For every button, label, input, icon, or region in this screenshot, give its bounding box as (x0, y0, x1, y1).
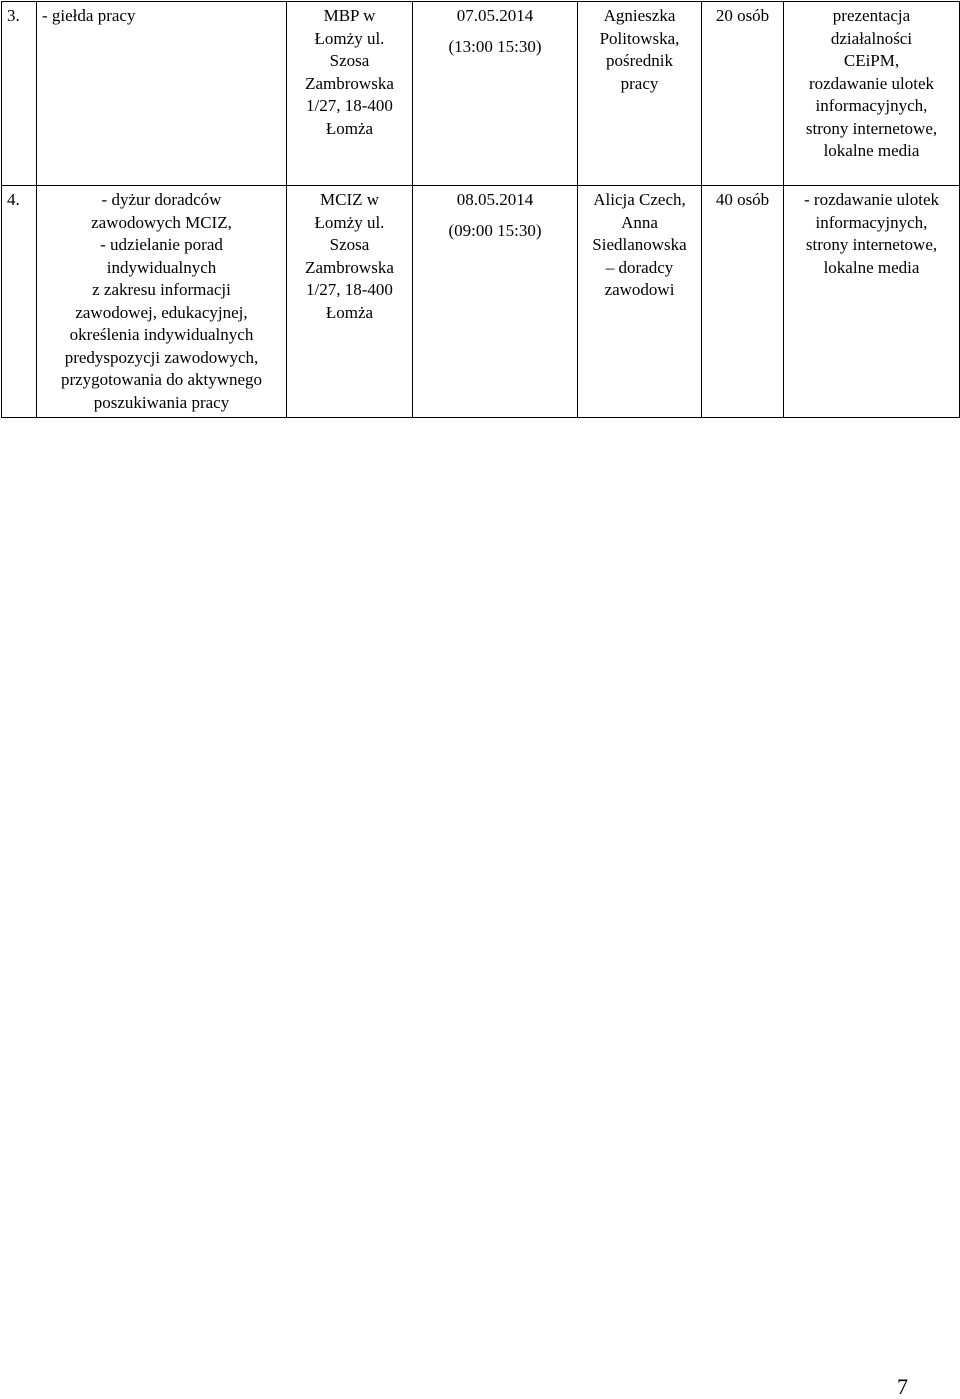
row-number: 4. (2, 186, 37, 418)
promotion-line: działalności (830, 28, 913, 48)
place-line: Zambrowska (305, 257, 394, 277)
activity-line: - udzielanie porad (100, 235, 223, 254)
place-line: Zambrowska (305, 73, 394, 93)
participants-cell: 40 osób (702, 186, 784, 418)
promotion-cell (784, 186, 960, 418)
person-cell (578, 186, 702, 418)
activity-line: - giełda pracy (42, 6, 136, 25)
place-line: 1/27, 18-400 (306, 280, 393, 299)
activity-line: przygotowania do aktywnego (60, 370, 263, 389)
promotion-line: rozdawanie ulotek (808, 73, 935, 93)
promotion-line: informacyjnych, (815, 96, 928, 115)
place-line: Łomży ul. (314, 212, 385, 232)
place-line: Szosa (329, 51, 370, 70)
table-row (2, 186, 960, 418)
participants-cell: 20 osób (702, 2, 784, 186)
activity-line: zawodowej, edukacyjnej, (75, 302, 248, 322)
person-line: Siedlanowska (592, 235, 687, 254)
activity-line: określenia indywidualnych (69, 325, 254, 344)
place-line: 1/27, 18-400 (306, 96, 393, 115)
promotion-line: - rozdawanie ulotek (804, 190, 939, 209)
event-time: (09:00 15:30) (448, 220, 542, 240)
place-line: MBP w (323, 6, 376, 25)
activity-cell (37, 186, 287, 418)
person-line: – doradcy (605, 257, 674, 277)
person-line: Agnieszka (603, 6, 676, 25)
activity-line: zawodowych MCIZ, (91, 212, 232, 232)
person-cell (578, 2, 702, 186)
date-cell (413, 186, 578, 418)
person-line: Anna (621, 212, 658, 232)
promotion-line: CEiPM, (843, 51, 900, 70)
place-cell (287, 2, 413, 186)
promotion-line: lokalne media (823, 257, 920, 277)
person-line: pracy (620, 73, 659, 93)
promotion-line: lokalne media (823, 141, 920, 160)
place-line: MCIZ w (319, 190, 380, 209)
person-line: pośrednik (605, 51, 674, 70)
event-time: (13:00 15:30) (448, 36, 542, 56)
activity-line: poszukiwania pracy (93, 392, 230, 412)
activity-line: predyspozycji zawodowych, (64, 347, 259, 367)
place-line: Łomży ul. (314, 28, 385, 48)
promotion-line: strony internetowe, (805, 235, 938, 254)
person-line: zawodowi (604, 280, 675, 299)
event-date: 07.05.2014 (456, 6, 534, 25)
activity-line: indywidualnych (106, 257, 217, 277)
event-date: 08.05.2014 (456, 190, 534, 209)
place-line: Szosa (329, 235, 370, 254)
promotion-line: informacyjnych, (815, 212, 928, 232)
page-number: 7 (897, 1374, 908, 1399)
place-line: Łomża (325, 118, 374, 138)
table-row (2, 2, 960, 186)
person-line: Alicja Czech, (593, 190, 686, 209)
place-cell (287, 186, 413, 418)
person-line: Politowska, (599, 28, 680, 48)
activity-cell (37, 2, 287, 186)
promotion-line: strony internetowe, (805, 118, 938, 138)
row-number: 3. (2, 2, 37, 186)
activity-line: - dyżur doradców (101, 190, 222, 209)
promotion-cell (784, 2, 960, 186)
events-table (1, 1, 960, 418)
place-line: Łomża (325, 302, 374, 322)
date-cell (413, 2, 578, 186)
promotion-line: prezentacja (832, 6, 911, 25)
activity-line: z zakresu informacji (92, 280, 231, 299)
